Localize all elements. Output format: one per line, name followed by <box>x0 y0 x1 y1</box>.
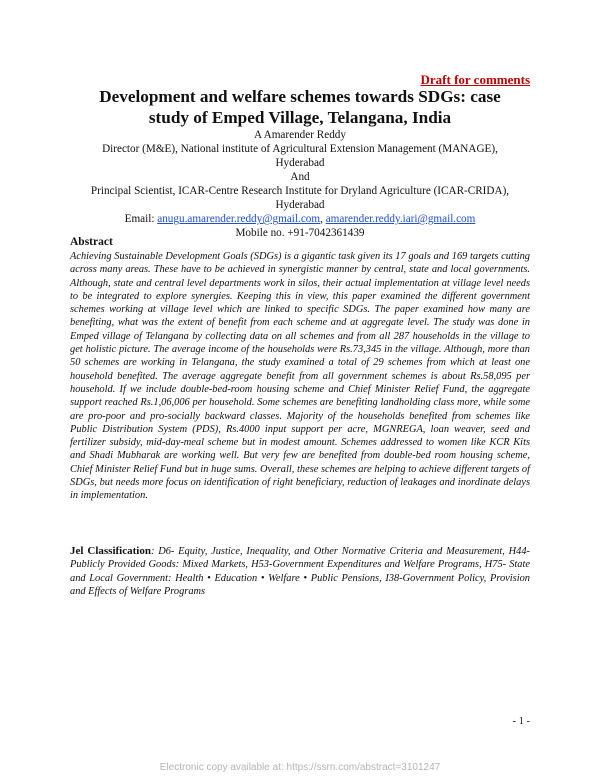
abstract-text: Achieving Sustainable Development Goals (SDGs) is a gigantic task given its 17 goals and 169 targets cutting across many areas. These have to be achieved in synergistic manner by central, state and local governments. Although, state and central level departments work in silos, their actual implementation at village level needs to be integrated to explore synergies. Keeping this in view, this paper examined the different government schemes working at village level which are linked to specific SDGs. The paper examined how many are benefiting, what was the extent of benefit from each scheme and at aggregate level. The study was done in Emped village of Telangana by collecting data on all schemes and from all 287 households in the village to get holistic picture. The average income of the households were Rs.73,345 in the village. Although, more than 50 schemes are working in Telangana, the study examined a total of 29 schemes from which at least one household benefited. The average aggregate benefit from all government schemes is about Rs.58,095 per household. If we include double-bed-room housing scheme and Chief Minister Relief Fund, the aggregate support reached Rs.1,06,006 per household. Some schemes are benefiting landholding class more, while some are pro-poor and pro-socially backward classes. Majority of the households benefited from schemes like Public Distribution System (PDS), Rs.4000 input support per acre, MGNREGA, loan weaver, seed and fertilizer subsidy, mid-day-meal scheme but in modest amount. Schemes addressed to women like KCR Kits and Shadi Mubharak are working well. But very few are benefited from double-bed room housing scheme, Chief Minister Relief Fund but in huge sums. Overall, these schemes are helping to achieve different targets of SDGs, but needs more focus on identification of right beneficiary, reduction of leakages and inordinate delays in implementation. <box>70 251 530 502</box>
draft-label: Draft for comments <box>420 72 530 87</box>
mobile-number: Mobile no. +91-7042361439 <box>235 227 365 239</box>
email-link-1[interactable]: anugu.amarender.reddy@gmail.com <box>157 213 321 225</box>
email-line <box>70 212 530 226</box>
email-label: Email: <box>124 213 155 225</box>
author-block <box>70 128 530 240</box>
ssrn-footer: Electronic copy available at: https://ssrn.com/abstract=3101247 <box>159 762 441 773</box>
paper-title <box>75 86 525 128</box>
title-line-1: Development and welfare schemes towards SDGs: case <box>99 87 501 106</box>
affiliation-2-line-1: Principal Scientist, ICAR-Centre Research Institute for Dryland Agriculture (ICAR-CRIDA), <box>90 185 510 197</box>
affiliation-1-line-1: Director (M&E), National institute of Agricultural Extension Management (MANAGE), <box>102 143 498 155</box>
and-text: And <box>290 171 310 183</box>
jel-classification <box>70 545 530 598</box>
jel-text: : D6- Equity, Justice, Inequality, and Other Normative Criteria and Measurement, H44-Publicly Provided Goods: Mixed Markets, H53-Government Expenditures and Welfare Programs, H75- State and Local Government: Health • Education • Welfare • Public Pensions, I38-Government Policy, Provision and Effects of Welfare Programs <box>70 546 530 597</box>
page-number: - 1 - <box>512 716 530 727</box>
email-separator: , <box>320 213 323 225</box>
author-name: A Amarender Reddy <box>254 129 346 141</box>
abstract-heading: Abstract <box>70 236 113 248</box>
affiliation-2-line-2: Hyderabad <box>275 199 325 211</box>
jel-label: Jel Classification <box>70 545 151 557</box>
email-link-2[interactable]: amarender.reddy.iari@gmail.com <box>325 213 476 225</box>
affiliation-1-line-2: Hyderabad <box>275 157 325 169</box>
title-line-2: study of Emped Village, Telangana, India <box>148 108 452 127</box>
